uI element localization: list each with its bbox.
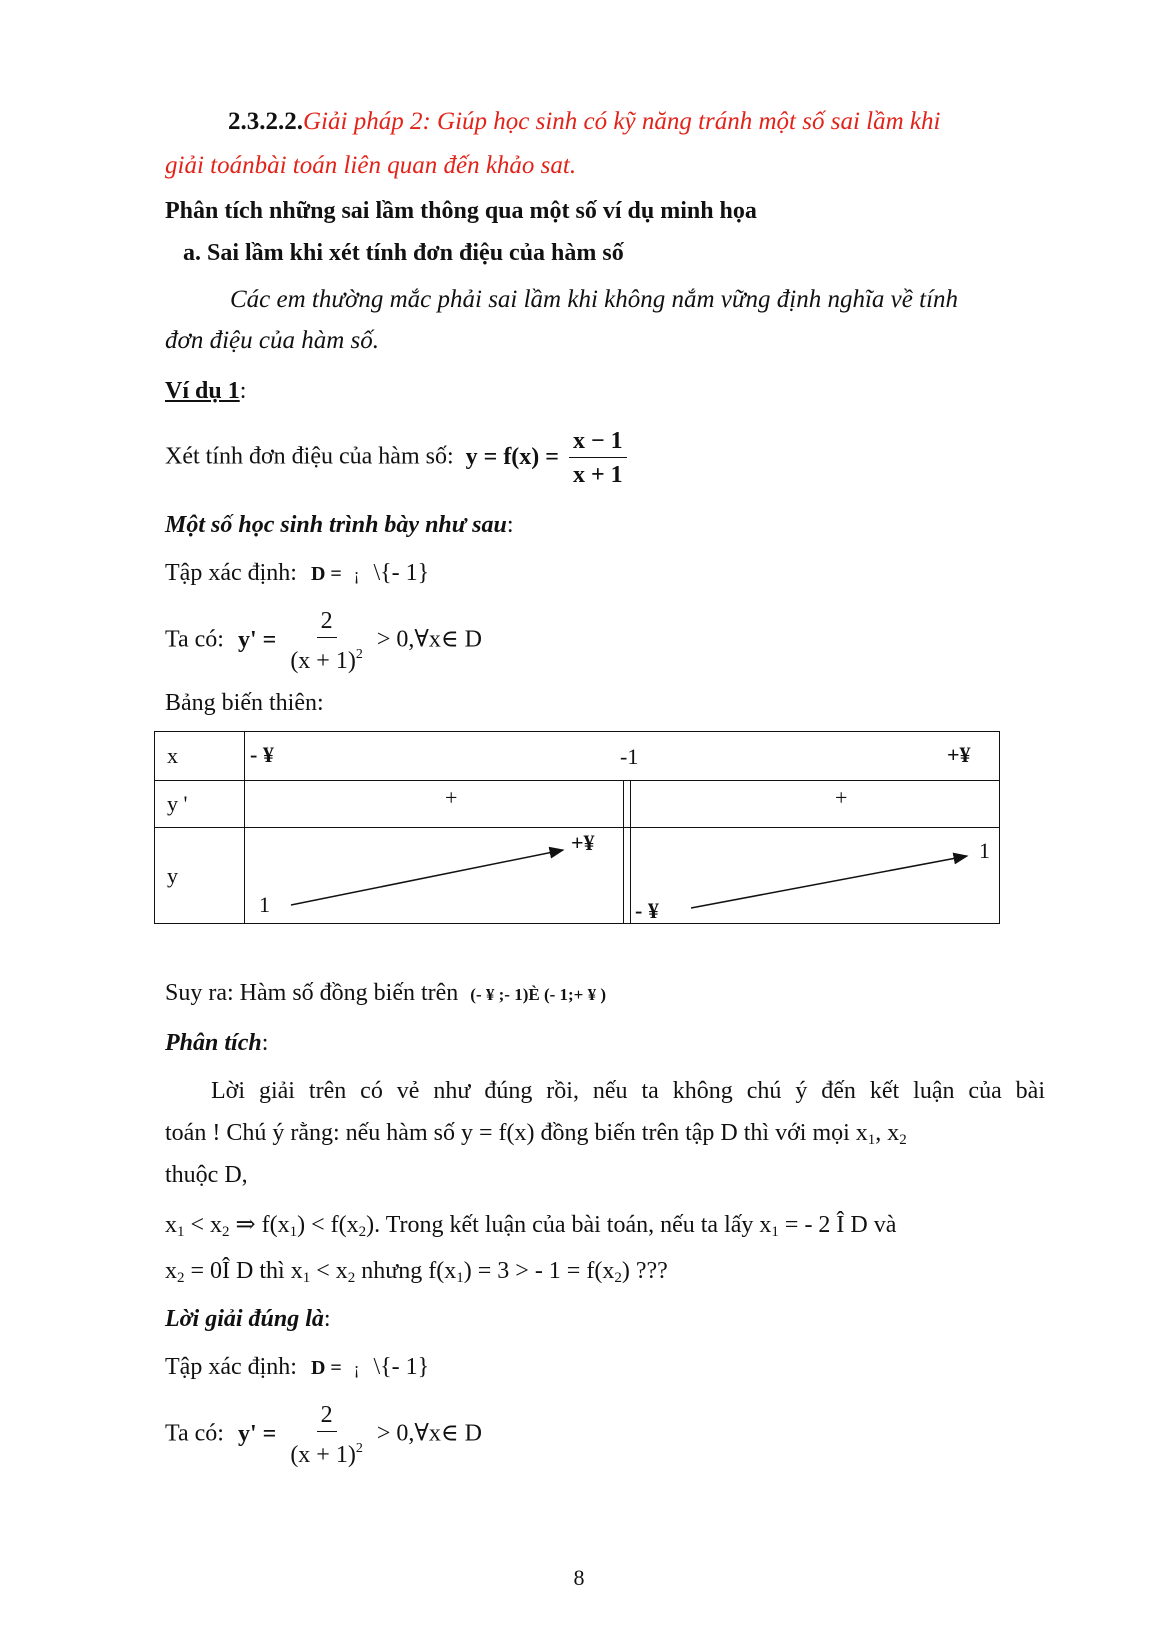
conclusion-formula: (- ¥ ;- 1)È (- 1;+ ¥ ) xyxy=(470,985,607,1004)
l5-d-sub: 1 xyxy=(456,1270,464,1286)
yprime-right-sign: + xyxy=(835,785,848,810)
subsection-title: a. Sai lầm khi xét tính đơn điệu của hàm số xyxy=(183,240,624,266)
derivative-denominator-wrap xyxy=(286,638,367,676)
example-colon: : xyxy=(239,378,247,404)
correct-derivative-numerator: 2 xyxy=(317,1400,337,1432)
l4-a: x xyxy=(165,1212,177,1238)
row-yprime-label: y ' xyxy=(155,781,245,828)
domain-line xyxy=(165,560,429,587)
correct-domain-line xyxy=(165,1354,429,1381)
l4-f: = - 2 Î D và xyxy=(778,1212,897,1238)
analysis-line1: Lời giải trên có vẻ như đúng rồi, nếu ta không chú ý đến kết luận của bài xyxy=(211,1078,1045,1104)
table-row-y xyxy=(155,828,1000,924)
l4-d: ) < f(x xyxy=(297,1212,359,1238)
derivative-fraction xyxy=(286,606,367,676)
correct-derivative-exponent: 2 xyxy=(355,1441,363,1456)
row-yprime-values xyxy=(245,781,1000,828)
example-heading xyxy=(165,378,246,405)
table-row-x xyxy=(155,732,1000,781)
increasing-arrow-right xyxy=(691,856,967,908)
row-y-label: y xyxy=(155,828,245,924)
analysis-line2-sub2: 2 xyxy=(899,1132,907,1148)
table-row-yprime xyxy=(155,781,1000,828)
derivative-rhs: > 0,∀x∈ D xyxy=(376,626,482,653)
analysis-line2 xyxy=(165,1120,907,1149)
solution-heading xyxy=(228,108,940,136)
y-arrows xyxy=(245,828,1015,924)
problem-numerator: x − 1 xyxy=(569,426,627,458)
correct-derivative-denominator-wrap xyxy=(286,1432,367,1470)
l4-e-sub: 1 xyxy=(771,1224,779,1240)
section-title: Phân tích những sai lầm thông qua một số ví dụ minh họa xyxy=(165,198,757,224)
l5-b: = 0Î D thì x xyxy=(184,1258,303,1284)
derivative-denominator: (x + 1) xyxy=(290,648,356,674)
correct-label: Lời giải đúng là xyxy=(165,1306,324,1332)
analysis-line2-text: toán ! Chú ý rằng: nếu hàm số y = f(x) đồng biến trên tập D thì với mọi x xyxy=(165,1120,868,1146)
correct-domain-set-symbol: ¡ xyxy=(353,1359,360,1378)
l4-c-sub: 1 xyxy=(289,1224,298,1240)
l5-d: nhưng f(x xyxy=(355,1258,457,1284)
domain-set-symbol: ¡ xyxy=(353,565,360,584)
correct-derivative-text: Ta có: xyxy=(165,1420,224,1447)
row-y-values xyxy=(245,828,1000,924)
example-label: Ví dụ 1 xyxy=(165,378,240,404)
intro-line2: đơn điệu của hàm số. xyxy=(165,327,380,354)
analysis-line2-sub1: 1 xyxy=(867,1132,876,1148)
x-mid-value: -1 xyxy=(620,744,639,769)
yprime-left-sign: + xyxy=(445,785,458,810)
x-left-value: - ¥ xyxy=(250,742,274,767)
correct-domain-lhs: D = xyxy=(310,1357,342,1379)
analysis-line4 xyxy=(165,1210,896,1241)
row-x-values xyxy=(245,732,1000,781)
domain-lhs: D = xyxy=(310,563,342,585)
derivative-line xyxy=(165,606,482,676)
l5-b-sub: 1 xyxy=(302,1270,311,1286)
derivative-text: Ta có: xyxy=(165,626,224,653)
page-number: 8 xyxy=(573,1565,585,1590)
analysis-heading: Phân tích: xyxy=(165,1030,269,1056)
l5-a-sub: 2 xyxy=(177,1270,185,1286)
l5-e: ) = 3 > - 1 = f(x xyxy=(463,1258,615,1284)
problem-fraction xyxy=(569,426,627,490)
l4-c: ⇒ f(x xyxy=(229,1212,290,1238)
analysis-line5 xyxy=(165,1258,668,1287)
correct-domain-rest: \{- 1} xyxy=(373,1354,430,1380)
domain-text: Tập xác định: xyxy=(165,560,297,586)
heading-title-line1: Giải pháp 2: Giúp học sinh có kỹ năng tránh một số sai lầm khi xyxy=(303,108,941,135)
correct-derivative-lhs: y' = xyxy=(237,1420,277,1447)
l5-c: < x xyxy=(310,1258,348,1284)
correct-solution-heading: Lời giải đúng là: xyxy=(165,1306,331,1332)
derivative-lhs: y' = xyxy=(237,626,277,653)
table-title: Bảng biến thiên: xyxy=(165,690,324,716)
derivative-exponent: 2 xyxy=(355,647,363,662)
derivative-numerator: 2 xyxy=(317,606,337,638)
analysis-line2-mid: , x xyxy=(875,1120,900,1146)
conclusion-line xyxy=(165,980,606,1007)
wrong-label: Một số học sinh trình bày như sau xyxy=(165,512,507,538)
conclusion-text: Suy ra: Hàm số đồng biến trên xyxy=(165,980,459,1006)
row-x-label: x xyxy=(155,732,245,781)
y-right-end: 1 xyxy=(979,838,990,863)
heading-number: 2.3.2.2. xyxy=(228,108,303,135)
l4-b: < x xyxy=(184,1212,223,1238)
heading-title-line2: giải toánbài toán liên quan đến khảo sat. xyxy=(165,152,577,179)
correct-derivative-fraction xyxy=(286,1400,367,1470)
x-right-value: +¥ xyxy=(947,742,971,767)
domain-rest: \{- 1} xyxy=(373,560,430,586)
l5-e-sub: 2 xyxy=(614,1270,622,1286)
analysis-line3: thuộc D, xyxy=(165,1162,248,1188)
intro-line1: Các em thường mắc phải sai lầm khi không nắm vững định nghĩa về tính xyxy=(230,286,959,313)
l4-e: ). Trong kết luận của bài toán, nếu ta lấy x xyxy=(366,1212,772,1238)
correct-derivative-rhs: > 0,∀x∈ D xyxy=(376,1420,482,1447)
l4-d-sub: 2 xyxy=(358,1224,367,1240)
correct-domain-text: Tập xác định: xyxy=(165,1354,297,1380)
l4-a-sub: 1 xyxy=(177,1224,185,1240)
analysis-label: Phân tích xyxy=(165,1030,262,1056)
problem-statement xyxy=(165,426,631,490)
y-right-start: - ¥ xyxy=(635,898,659,923)
problem-formula-lhs: y = f(x) = xyxy=(465,443,559,470)
variation-table xyxy=(154,731,1000,924)
y-left-end: +¥ xyxy=(571,830,595,855)
yprime-undefined-bar xyxy=(623,781,631,827)
problem-denominator: x + 1 xyxy=(572,462,623,488)
l4-b-sub: 2 xyxy=(222,1224,230,1240)
wrong-solution-heading: Một số học sinh trình bày như sau: xyxy=(165,512,514,538)
y-left-start: 1 xyxy=(259,892,270,917)
l5-f: ) ??? xyxy=(621,1258,668,1284)
problem-text: Xét tính đơn điệu của hàm số: xyxy=(165,443,454,470)
correct-derivative-denominator: (x + 1) xyxy=(290,1442,356,1468)
l5-c-sub: 2 xyxy=(347,1270,356,1286)
increasing-arrow-left xyxy=(291,850,563,905)
correct-derivative-line xyxy=(165,1400,482,1470)
l5-a: x xyxy=(165,1258,177,1284)
